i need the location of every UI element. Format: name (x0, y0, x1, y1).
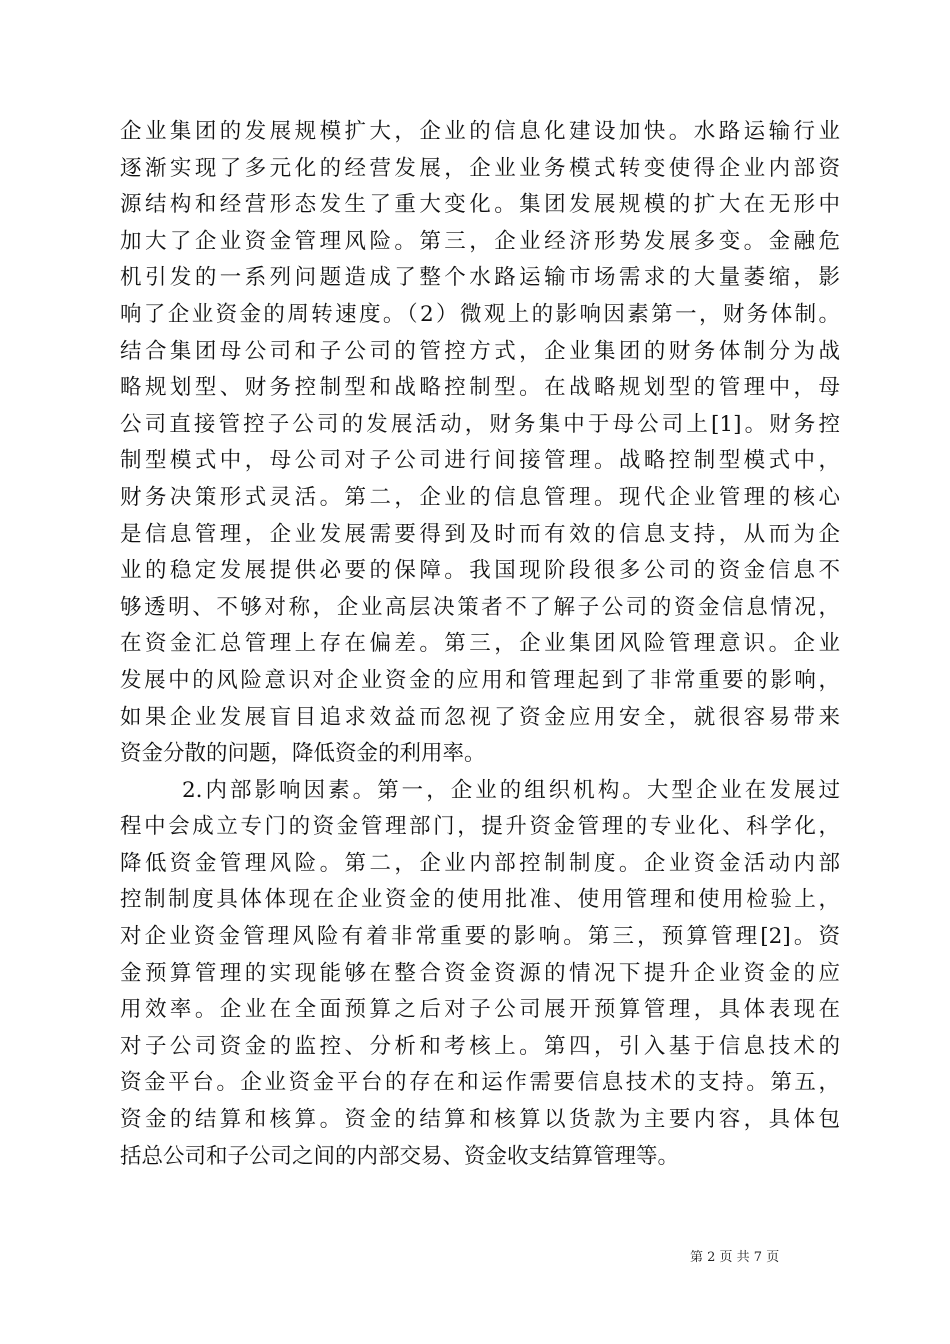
paragraph-1 (120, 114, 840, 773)
text-line: 源结构和经营形态发生了重大变化。集团发展规模的扩大在无形中 (120, 192, 840, 218)
text-line: 对企业资金管理风险有着非常重要的影响。第三，预算管理[2]。资 (120, 924, 840, 950)
text-line: 控制制度具体体现在企业资金的使用批准、使用管理和使用检验上， (120, 887, 840, 913)
text-line: 企业集团的发展规模扩大，企业的信息化建设加快。水路运输行业 (120, 119, 840, 144)
text-line: 略规划型、财务控制型和战略控制型。在战略规划型的管理中，母 (120, 375, 840, 401)
text-line: 结合集团母公司和子公司的管控方式，企业集团的财务体制分为战 (120, 338, 840, 364)
text-line: 在资金汇总管理上存在偏差。第三，企业集团风险管理意识。企业 (120, 631, 840, 657)
text-line: 如果企业发展盲目追求效益而忽视了资金应用安全，就很容易带来 (120, 704, 840, 730)
text-line: 括总公司和子公司之间的内部交易、资金收支结算管理等。 (120, 1143, 680, 1169)
text-line: 金预算管理的实现能够在整合资金资源的情况下提升企业资金的应 (120, 960, 840, 986)
text-line: 资金分散的问题，降低资金的利用率。 (120, 741, 486, 767)
text-line: 资金的结算和核算。资金的结算和核算以货款为主要内容，具体包 (120, 1107, 840, 1133)
text-line: 发展中的风险意识对企业资金的应用和管理起到了非常重要的影响， (120, 667, 840, 693)
text-line: 降低资金管理风险。第二，企业内部控制制度。企业资金活动内部 (120, 850, 840, 876)
text-line: 机引发的一系列问题造成了整个水路运输市场需求的大量萎缩，影 (120, 265, 840, 291)
page-number: 第 2 页 共 7 页 (690, 1250, 780, 1265)
text-line: 业的稳定发展提供必要的保障。我国现阶段很多公司的资金信息不 (120, 558, 840, 584)
body-text (120, 114, 840, 1175)
text-line: 财务决策形式灵活。第二，企业的信息管理。现代企业管理的核心 (120, 484, 840, 510)
text-line: 够透明、不够对称，企业高层决策者不了解子公司的资金信息情况， (120, 594, 840, 620)
text-line: 响了企业资金的周转速度。（2）微观上的影响因素第一，财务体制。 (120, 301, 840, 327)
text-line: 2.内部影响因素。第一，企业的组织机构。大型企业在发展过 (182, 777, 840, 803)
text-line: 资金平台。企业资金平台的存在和运作需要信息技术的支持。第五， (120, 1070, 840, 1096)
text-line: 加大了企业资金管理风险。第三，企业经济形势发展多变。金融危 (120, 228, 840, 254)
paragraph-2 (120, 773, 840, 1176)
text-line: 程中会成立专门的资金管理部门，提升资金管理的专业化、科学化， (120, 814, 840, 840)
text-line: 用效率。企业在全面预算之后对子公司展开预算管理，具体表现在 (120, 997, 840, 1023)
text-line: 是信息管理，企业发展需要得到及时而有效的信息支持，从而为企 (120, 521, 840, 547)
text-line: 逐渐实现了多元化的经营发展，企业业务模式转变使得企业内部资 (120, 155, 840, 181)
text-line: 对子公司资金的监控、分析和考核上。第四，引入基于信息技术的 (120, 1033, 840, 1059)
text-line: 制型模式中，母公司对子公司进行间接管理。战略控制型模式中， (120, 448, 840, 474)
text-line: 公司直接管控子公司的发展活动，财务集中于母公司上[1]。财务控 (120, 411, 840, 437)
